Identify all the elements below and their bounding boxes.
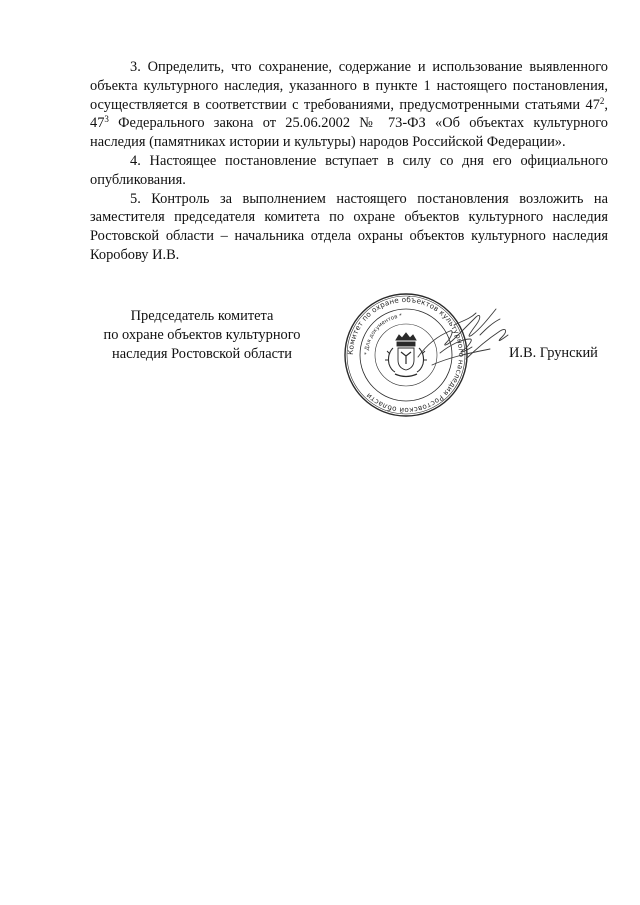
seal-outer-text: Комитет по охране объектов культурного наследия Ростовской области	[345, 294, 467, 416]
article-superscript: 3	[104, 114, 109, 125]
seal-inner-text: * Для документов *	[363, 313, 403, 356]
signer-name: И.В. Грунский	[509, 345, 598, 361]
paragraph-5: 5. Контроль за выполнением настоящего постановления возложить на заместителя председателя комитета по охране объектов культурного наследия Ростовской области – начальника отдела охраны объектов культурного наследия Коробову И.В.	[90, 190, 608, 263]
paragraph-4: 4. Настоящее постановление вступает в силу со дня его официального опубликования.	[90, 152, 608, 188]
document-body	[90, 58, 608, 265]
paragraph-3	[90, 58, 608, 152]
paragraph-3-text-start: 3. Определить, что сохранение, содержание и использование выявленного объекта культурного наследия, указанного в пункте 1 настоящего постановления, осуществляется в соответствии с требованиями, предусмотренными статьями 47	[90, 59, 608, 113]
article-superscript: 2	[599, 95, 605, 106]
signer-position-line: наследия Ростовской области	[112, 345, 292, 362]
signer-position-line: Председатель комитета	[130, 308, 274, 324]
signer-position	[84, 307, 320, 363]
signer-position-line: по охране объектов культурного	[103, 326, 301, 343]
paragraph-3-text-middle: , 47	[90, 96, 608, 132]
paragraph-3-text-end: Федерального закона от 25.06.2002 № 73-ФЗ «Об объектах культурного наследия (памятниках истории и культуры) народов Российской Федерации».	[90, 115, 608, 151]
handwritten-signature	[410, 295, 520, 375]
